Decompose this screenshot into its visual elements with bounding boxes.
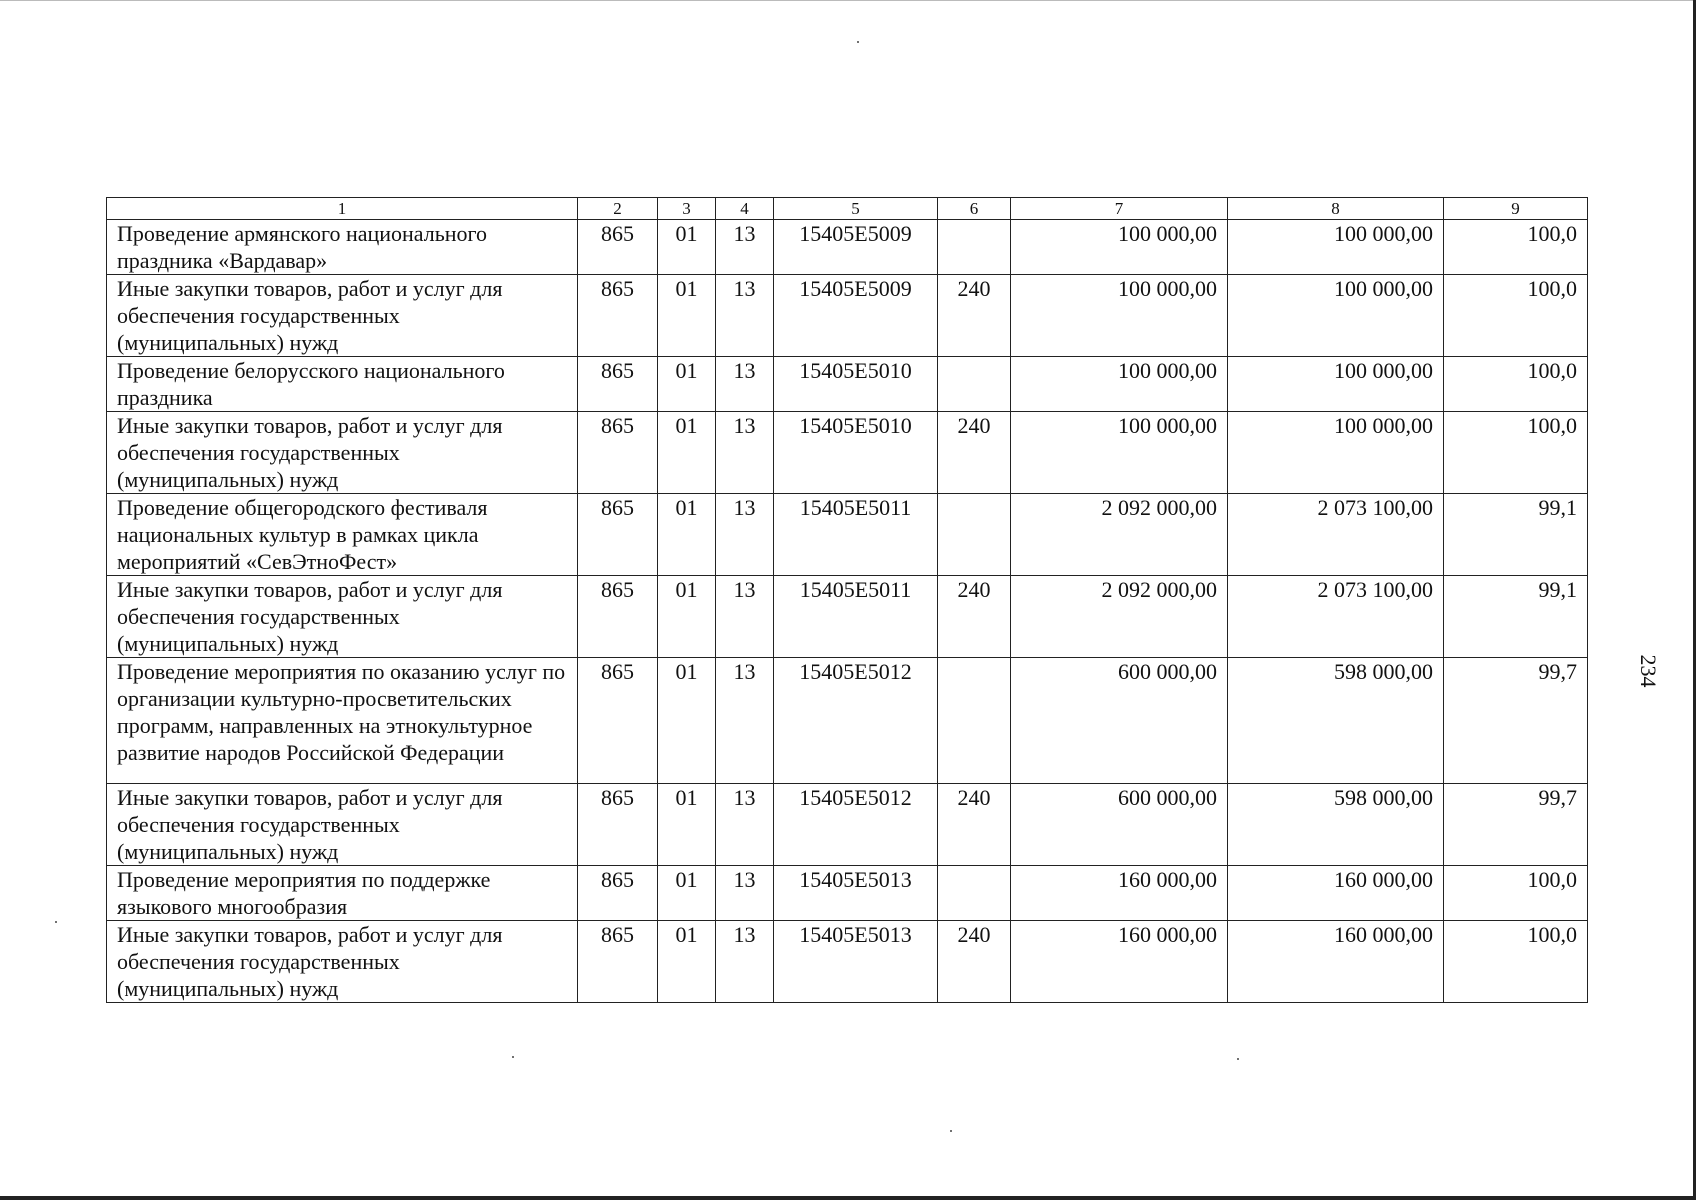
cell-col2: 865 xyxy=(578,275,658,357)
scan-speck xyxy=(857,41,859,43)
cell-col8: 598 000,00 xyxy=(1228,658,1444,784)
cell-col6 xyxy=(938,220,1011,275)
cell-col7: 160 000,00 xyxy=(1011,921,1228,1003)
cell-col6: 240 xyxy=(938,921,1011,1003)
cell-col3: 01 xyxy=(658,275,716,357)
cell-col3: 01 xyxy=(658,494,716,576)
cell-col2: 865 xyxy=(578,357,658,412)
cell-col6: 240 xyxy=(938,784,1011,866)
cell-col4: 13 xyxy=(716,784,774,866)
cell-col9: 99,7 xyxy=(1444,658,1588,784)
column-header-2: 2 xyxy=(578,198,658,220)
table-row xyxy=(107,275,1588,357)
cell-col6: 240 xyxy=(938,412,1011,494)
cell-col2: 865 xyxy=(578,412,658,494)
row-description: Проведение мероприятия по поддержке языкового многообразия xyxy=(107,866,578,921)
cell-col9: 100,0 xyxy=(1444,921,1588,1003)
cell-col2: 865 xyxy=(578,921,658,1003)
cell-col8: 598 000,00 xyxy=(1228,784,1444,866)
cell-col9: 99,7 xyxy=(1444,784,1588,866)
table-row xyxy=(107,220,1588,275)
cell-col5: 15405E5011 xyxy=(774,576,938,658)
cell-col5: 15405E5010 xyxy=(774,357,938,412)
cell-col7: 600 000,00 xyxy=(1011,784,1228,866)
cell-col7: 100 000,00 xyxy=(1011,357,1228,412)
row-description: Иные закупки товаров, работ и услуг для обеспечения государственных (муниципальных) нужд xyxy=(107,412,578,494)
cell-col6 xyxy=(938,357,1011,412)
row-description: Проведение белорусского национального праздника xyxy=(107,357,578,412)
cell-col2: 865 xyxy=(578,576,658,658)
page-bottom-edge xyxy=(0,1196,1696,1200)
cell-col3: 01 xyxy=(658,220,716,275)
cell-col2: 865 xyxy=(578,784,658,866)
column-header-7: 7 xyxy=(1011,198,1228,220)
cell-col9: 100,0 xyxy=(1444,412,1588,494)
cell-col5: 15405E5013 xyxy=(774,921,938,1003)
scan-speck xyxy=(950,1130,952,1132)
cell-col3: 01 xyxy=(658,412,716,494)
cell-col2: 865 xyxy=(578,866,658,921)
cell-col8: 100 000,00 xyxy=(1228,275,1444,357)
column-header-8: 8 xyxy=(1228,198,1444,220)
cell-col3: 01 xyxy=(658,784,716,866)
row-description: Иные закупки товаров, работ и услуг для обеспечения государственных (муниципальных) нужд xyxy=(107,921,578,1003)
cell-col5: 15405E5011 xyxy=(774,494,938,576)
cell-col4: 13 xyxy=(716,412,774,494)
cell-col7: 100 000,00 xyxy=(1011,275,1228,357)
cell-col3: 01 xyxy=(658,866,716,921)
cell-col5: 15405E5012 xyxy=(774,784,938,866)
page-top-edge xyxy=(0,0,1696,1)
scan-speck xyxy=(55,921,57,923)
table-body xyxy=(107,220,1588,1003)
cell-col6 xyxy=(938,494,1011,576)
scan-speck xyxy=(1237,1058,1239,1060)
cell-col5: 15405E5009 xyxy=(774,275,938,357)
cell-col9: 99,1 xyxy=(1444,494,1588,576)
column-header-1: 1 xyxy=(107,198,578,220)
table-row xyxy=(107,412,1588,494)
cell-col6: 240 xyxy=(938,576,1011,658)
cell-col8: 100 000,00 xyxy=(1228,412,1444,494)
cell-col8: 100 000,00 xyxy=(1228,357,1444,412)
cell-col8: 2 073 100,00 xyxy=(1228,576,1444,658)
cell-col7: 2 092 000,00 xyxy=(1011,576,1228,658)
row-description: Проведение мероприятия по оказанию услуг по организации культурно-просветительских программ, направленных на этнокультурное развитие народов Российской Федерации xyxy=(107,658,578,784)
cell-col9: 100,0 xyxy=(1444,220,1588,275)
column-header-5: 5 xyxy=(774,198,938,220)
cell-col9: 99,1 xyxy=(1444,576,1588,658)
cell-col5: 15405E5010 xyxy=(774,412,938,494)
cell-col9: 100,0 xyxy=(1444,866,1588,921)
cell-col4: 13 xyxy=(716,357,774,412)
cell-col3: 01 xyxy=(658,921,716,1003)
cell-col4: 13 xyxy=(716,866,774,921)
table-row xyxy=(107,494,1588,576)
cell-col8: 160 000,00 xyxy=(1228,866,1444,921)
cell-col4: 13 xyxy=(716,220,774,275)
cell-col8: 2 073 100,00 xyxy=(1228,494,1444,576)
cell-col9: 100,0 xyxy=(1444,275,1588,357)
budget-table xyxy=(106,197,1588,1003)
cell-col5: 15405E5009 xyxy=(774,220,938,275)
cell-col2: 865 xyxy=(578,220,658,275)
table-row xyxy=(107,658,1588,784)
table-row xyxy=(107,357,1588,412)
budget-table-container xyxy=(106,197,1588,1003)
column-header-4: 4 xyxy=(716,198,774,220)
table-row xyxy=(107,866,1588,921)
cell-col7: 100 000,00 xyxy=(1011,220,1228,275)
cell-col4: 13 xyxy=(716,658,774,784)
column-header-6: 6 xyxy=(938,198,1011,220)
cell-col4: 13 xyxy=(716,921,774,1003)
column-header-3: 3 xyxy=(658,198,716,220)
row-description: Проведение общегородского фестиваля национальных культур в рамках цикла мероприятий «СевЭтноФест» xyxy=(107,494,578,576)
table-row xyxy=(107,576,1588,658)
cell-col6: 240 xyxy=(938,275,1011,357)
row-description: Иные закупки товаров, работ и услуг для обеспечения государственных (муниципальных) нужд xyxy=(107,576,578,658)
column-number-row xyxy=(107,198,1588,220)
cell-col6 xyxy=(938,658,1011,784)
cell-col3: 01 xyxy=(658,658,716,784)
cell-col4: 13 xyxy=(716,275,774,357)
row-description: Иные закупки товаров, работ и услуг для обеспечения государственных (муниципальных) нужд xyxy=(107,275,578,357)
cell-col2: 865 xyxy=(578,494,658,576)
cell-col5: 15405E5012 xyxy=(774,658,938,784)
cell-col7: 100 000,00 xyxy=(1011,412,1228,494)
cell-col7: 160 000,00 xyxy=(1011,866,1228,921)
row-description: Проведение армянского национального праздника «Вардавар» xyxy=(107,220,578,275)
table-row xyxy=(107,784,1588,866)
cell-col8: 160 000,00 xyxy=(1228,921,1444,1003)
cell-col4: 13 xyxy=(716,576,774,658)
cell-col7: 2 092 000,00 xyxy=(1011,494,1228,576)
page-number: 234 xyxy=(1636,654,1661,688)
row-description: Иные закупки товаров, работ и услуг для обеспечения государственных (муниципальных) нужд xyxy=(107,784,578,866)
column-header-9: 9 xyxy=(1444,198,1588,220)
cell-col2: 865 xyxy=(578,658,658,784)
cell-col5: 15405E5013 xyxy=(774,866,938,921)
cell-col6 xyxy=(938,866,1011,921)
table-row xyxy=(107,921,1588,1003)
scan-speck xyxy=(512,1056,514,1058)
cell-col4: 13 xyxy=(716,494,774,576)
cell-col7: 600 000,00 xyxy=(1011,658,1228,784)
cell-col3: 01 xyxy=(658,357,716,412)
cell-col3: 01 xyxy=(658,576,716,658)
cell-col9: 100,0 xyxy=(1444,357,1588,412)
cell-col8: 100 000,00 xyxy=(1228,220,1444,275)
